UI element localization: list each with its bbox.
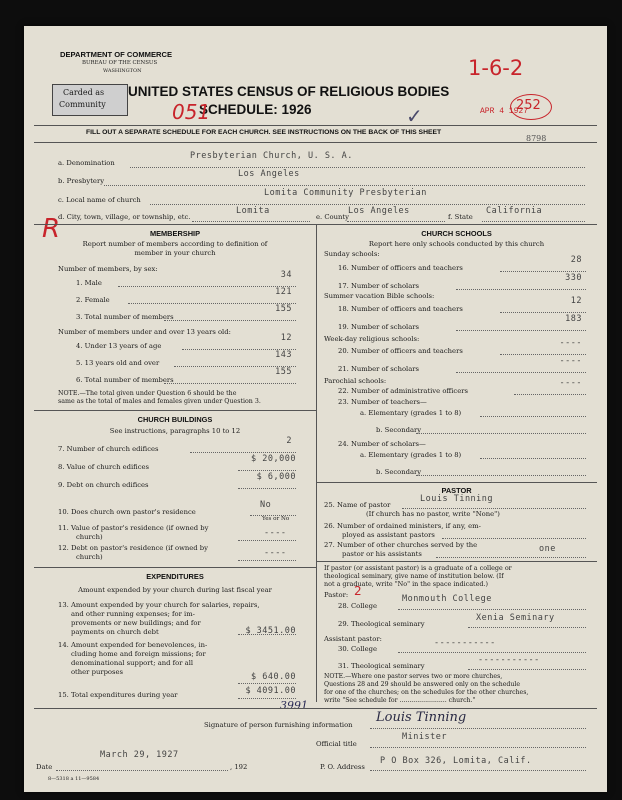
membership-row-label: 6. Total number of members <box>76 376 174 384</box>
schools-row-label: 18. Number of officers and teachers <box>338 305 463 313</box>
schools-row-value: 28 <box>570 255 582 265</box>
expenditures-instruction: Amount expended by your church during last fiscal year <box>78 586 272 594</box>
pastor-note-2: Questions 28 and 29 should be answered only on the schedule <box>324 681 521 688</box>
buildings-row-label: 7. Number of church edifices <box>58 445 159 453</box>
buildings-row-value: $ 20,000 <box>251 454 296 464</box>
membership-row-value: 155 <box>275 304 292 314</box>
schools-row-label: b. Secondary <box>376 468 422 476</box>
buildings-row-value: $ 6,000 <box>256 472 296 482</box>
membership-heading: MEMBERSHIP <box>149 229 201 238</box>
po-address-label: P. O. Address <box>320 763 365 771</box>
ordained-ministers-label-1: 26. Number of ordained ministers, if any, em- <box>324 522 481 530</box>
city-label: d. City, town, village, or township, etc. <box>58 213 191 221</box>
circled-number: 252 <box>510 94 552 120</box>
buildings-row-label: 11. Value of pastor's residence (if owned by <box>58 524 209 532</box>
schedule-number: SCHEDULE: 1926 <box>199 102 312 117</box>
church-buildings-heading: CHURCH BUILDINGS <box>137 415 213 424</box>
schools-row-label: 17. Number of scholars <box>338 282 420 290</box>
church-schools-heading: CHURCH SCHOOLS <box>421 229 492 238</box>
schools-row-label: 22. Number of administrative officers <box>338 387 468 395</box>
teachers-label: 23. Number of teachers— <box>338 398 427 406</box>
check-mark-icon: ✓ <box>406 104 423 128</box>
schools-row-value: 12 <box>570 296 582 306</box>
buildings-row-label: 12. Debt on pastor's residence (if owned by <box>58 544 208 552</box>
church-name-label: c. Local name of church <box>58 196 141 204</box>
buildings-row-value: 2 <box>286 436 292 446</box>
schools-row-value: ---- <box>559 338 582 348</box>
college-label: 28. College <box>338 602 378 610</box>
expenditure-13-label: 13. Amount expended by your church for salaries, repairs, and other running expenses; for im- provements or new buildings; and for payments on church debt <box>58 601 260 636</box>
membership-note-1: NOTE.—The total given under Question 6 should be the <box>58 390 237 397</box>
handwritten-signature: Louis Tinning <box>376 710 467 725</box>
signature-label: Signature of person furnishing information <box>204 721 353 729</box>
schools-row-label: a. Elementary (grades 1 to 8) <box>360 409 462 417</box>
po-address-value: P O Box 326, Lomita, Calif. <box>380 756 532 766</box>
graduate-note-2: theological seminary, give name of institution below. (If <box>324 572 504 580</box>
membership-note-2: same as the total of males and females given under Question 3. <box>58 398 261 405</box>
expenditure-15-value: $ 4091.00 <box>245 686 296 696</box>
members-by-age-label: Number of members under and over 13 years old: <box>58 328 231 336</box>
pastor-heading: PASTOR <box>441 486 472 495</box>
schools-row-value: 183 <box>565 314 582 324</box>
city-value: Lomita <box>236 206 270 216</box>
graduate-note-1: If pastor (or assistant pastor) is a graduate of a college or <box>324 564 512 572</box>
parochial-schools-label: Parochial schools: <box>324 377 387 385</box>
schools-row-label: a. Elementary (grades 1 to 8) <box>360 451 462 459</box>
state-label: f. State <box>448 213 473 221</box>
carded-stamp: Carded as Community <box>52 84 128 116</box>
membership-row-label: 2. Female <box>76 296 110 304</box>
census-schedule-page <box>24 26 607 792</box>
pastor-note-1: NOTE.—Where one pastor serves two or more churches, <box>324 673 503 680</box>
buildings-instruction: See instructions, paragraphs 10 to 12 <box>109 427 241 435</box>
membership-instruction-2: member in your church <box>134 249 216 257</box>
expenditure-13-value: $ 3451.00 <box>245 626 296 636</box>
assistant-pastor-label: Assistant pastor: <box>324 635 382 643</box>
schools-row-label: 20. Number of officers and teachers <box>338 347 463 355</box>
faint-form-number: 8798 <box>526 134 547 143</box>
date-year-suffix: , 192 <box>230 763 248 771</box>
handwritten-r-mark: R <box>42 214 61 244</box>
membership-row-value: 143 <box>275 350 292 360</box>
pastor-sublabel: Pastor: <box>324 591 349 599</box>
buildings-row-label: 8. Value of church edifices <box>58 463 150 471</box>
buildings-row-label-cont: church) <box>76 553 103 561</box>
yes-or-no-caption: Yes or No <box>262 516 290 522</box>
seminary-value: Xenia Seminary <box>476 613 555 623</box>
date-label: Date <box>36 763 53 771</box>
buildings-row-label: 10. Does church own pastor's residence <box>58 508 196 516</box>
pastor-name-note: (If church has no pastor, write "None") <box>366 510 500 518</box>
expenditure-15-label: 15. Total expenditures during year <box>58 691 178 699</box>
schools-row-value: ---- <box>559 356 582 366</box>
buildings-row-value: ---- <box>264 548 287 558</box>
pastor-note-3: for one of the churches; on the schedules for the other churches, <box>324 689 529 696</box>
college-value: Monmouth College <box>402 594 492 604</box>
weekday-schools-label: Week-day religious schools: <box>324 335 420 343</box>
other-churches-value: one <box>539 544 556 554</box>
membership-row-value: 121 <box>275 287 292 297</box>
other-churches-label-1: 27. Number of other churches served by the <box>324 541 478 549</box>
pastor-name-value: Louis Tinning <box>420 494 494 504</box>
presbytery-label: b. Presbytery <box>58 177 105 185</box>
membership-row-value: 12 <box>280 333 292 343</box>
official-title-label: Official title <box>316 740 357 748</box>
graduate-note-3: not a graduate, write "No" in the space indicated.) <box>324 580 489 588</box>
schools-instruction: Report here only schools conducted by this church <box>368 240 545 248</box>
asst-college-value: ----------- <box>434 638 496 648</box>
handwritten-2: 2 <box>354 584 362 598</box>
bureau-location: WASHINGTON <box>103 68 142 74</box>
asst-seminary-label: 31. Theological seminary <box>338 662 425 670</box>
schools-row-value: ---- <box>559 378 582 388</box>
state-value: California <box>486 206 543 216</box>
summer-schools-label: Summer vacation Bible schools: <box>324 292 435 300</box>
membership-row-label: 4. Under 13 years of age <box>76 342 162 350</box>
schools-row-label: 16. Number of officers and teachers <box>338 264 463 272</box>
membership-row-value: 155 <box>275 367 292 377</box>
expenditures-heading: EXPENDITURES <box>146 572 204 581</box>
membership-row-value: 34 <box>280 270 292 280</box>
handwritten-number-051: 051 <box>172 100 211 124</box>
denomination-value: Presbyterian Church, U. S. A. <box>190 151 353 161</box>
asst-seminary-value: ----------- <box>478 655 540 665</box>
scholars-label: 24. Number of scholars— <box>338 440 426 448</box>
pastor-name-label: 25. Name of pastor <box>324 501 391 509</box>
schools-row-label: 21. Number of scholars <box>338 365 420 373</box>
instruction-bar: FILL OUT A SEPARATE SCHEDULE FOR EACH CHURCH. SEE INSTRUCTIONS ON THE BACK OF THIS SHEET <box>86 129 442 136</box>
date-value: March 29, 1927 <box>100 750 179 760</box>
form-title: UNITED STATES CENSUS OF RELIGIOUS BODIES <box>128 84 450 99</box>
sunday-schools-label: Sunday schools: <box>324 250 380 258</box>
presbytery-value: Los Angeles <box>238 169 300 179</box>
print-code: 8—5318 a 11—9584 <box>48 776 100 782</box>
handwritten-total: 3991 <box>280 699 308 712</box>
official-title-value: Minister <box>402 732 447 742</box>
pastor-note-4: write "See schedule for ........................ church." <box>324 697 476 704</box>
handwritten-date-code: 1-6-2 <box>468 56 524 80</box>
membership-instruction-1: Report number of members according to definition of <box>82 240 268 248</box>
members-by-sex-label: Number of members, by sex: <box>58 265 158 273</box>
membership-row-label: 3. Total number of members <box>76 313 174 321</box>
expenditure-14-value: $ 640.00 <box>251 672 296 682</box>
county-value: Los Angeles <box>348 206 410 216</box>
schools-row-label: b. Secondary <box>376 426 422 434</box>
department-name: DEPARTMENT OF COMMERCE <box>60 50 173 59</box>
ordained-ministers-label-2: ployed as assistant pastors <box>342 531 435 539</box>
received-date-stamp: APR 4 1927 <box>480 107 529 116</box>
church-name-value: Lomita Community Presbyterian <box>264 188 427 198</box>
schools-row-value: 330 <box>565 273 582 283</box>
denomination-label: a. Denomination <box>58 159 115 167</box>
asst-college-label: 30. College <box>338 645 378 653</box>
seminary-label: 29. Theological seminary <box>338 620 425 628</box>
other-churches-label-2: pastor or his assistants <box>342 550 422 558</box>
schools-row-label: 19. Number of scholars <box>338 323 420 331</box>
buildings-row-value: ---- <box>264 528 287 538</box>
buildings-row-value: No <box>260 500 272 510</box>
buildings-row-label: 9. Debt on church edifices <box>58 481 149 489</box>
bureau-name: BUREAU OF THE CENSUS <box>82 60 158 66</box>
buildings-row-label-cont: church) <box>76 533 103 541</box>
membership-row-label: 1. Male <box>76 279 102 287</box>
expenditure-14-label: 14. Amount expended for benevolences, in- cluding home and foreign missions; for denominational support; and for all other purposes <box>58 641 208 676</box>
membership-row-label: 5. 13 years old and over <box>76 359 160 367</box>
county-label: e. County <box>316 213 349 221</box>
